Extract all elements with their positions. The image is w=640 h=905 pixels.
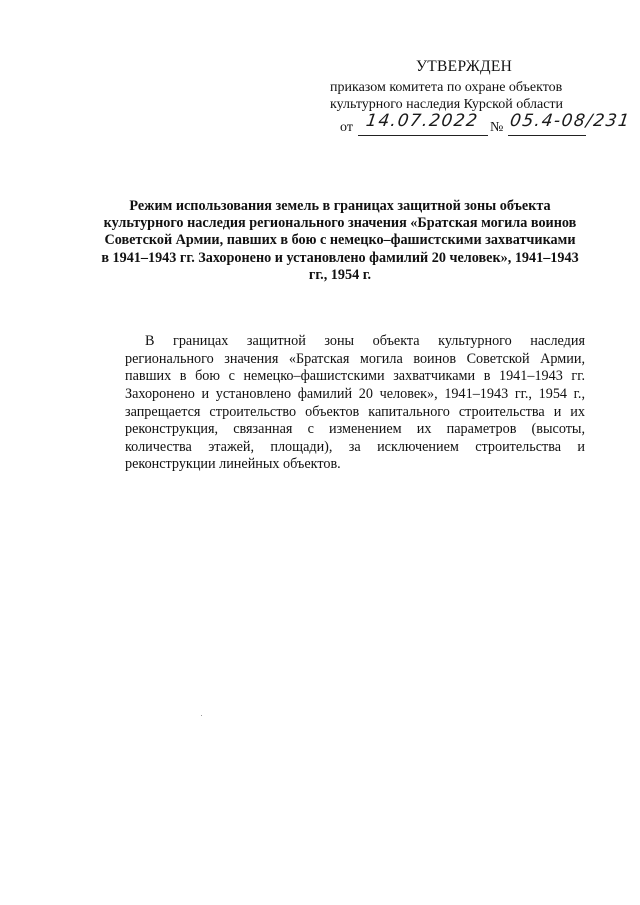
scan-speck (201, 715, 202, 716)
date-underline (358, 135, 488, 136)
number-prefix: № (490, 119, 504, 135)
approval-stamp (330, 58, 632, 138)
approval-heading: УТВЕРЖДЕН (416, 58, 513, 75)
approval-date-number-row (330, 110, 632, 138)
approval-line-2: культурного наследия Курской области (330, 97, 564, 112)
handwritten-date: 14.07.2022 (364, 110, 480, 131)
number-underline (508, 135, 586, 136)
date-prefix: от (340, 119, 353, 135)
handwritten-number: 05.4-08/231 (508, 110, 632, 131)
approval-line-1: приказом комитета по охране объектов (330, 79, 563, 95)
document-title: Режим использования земель в границах защитной зоны объекта культурного наследия регионального значения «Братская могила воинов Советской Армии, павших в бою с немецко–фашистскими захватчиками в 1941–1943 гг. Захоронено и установлено фамилий 20 человек», 1941–1943 гг., 1954 г. (101, 198, 579, 283)
document-body-paragraph: В границах защитной зоны объекта культурного наследия регионального значения «Братская могила воинов Советской Армии, павших в бою с немецко–фашистскими захватчиками в 1941–1943 гг. Захоронено и установлено фамилий 20 человек», 1941–1943 гг., 1954 г., запрещается строительство объектов капитального строительства и их реконструкция, связанная с изменением их параметров (высоты, количества этажей, площади), за исключением строительства и реконструкции линейных объектов. (125, 333, 585, 473)
